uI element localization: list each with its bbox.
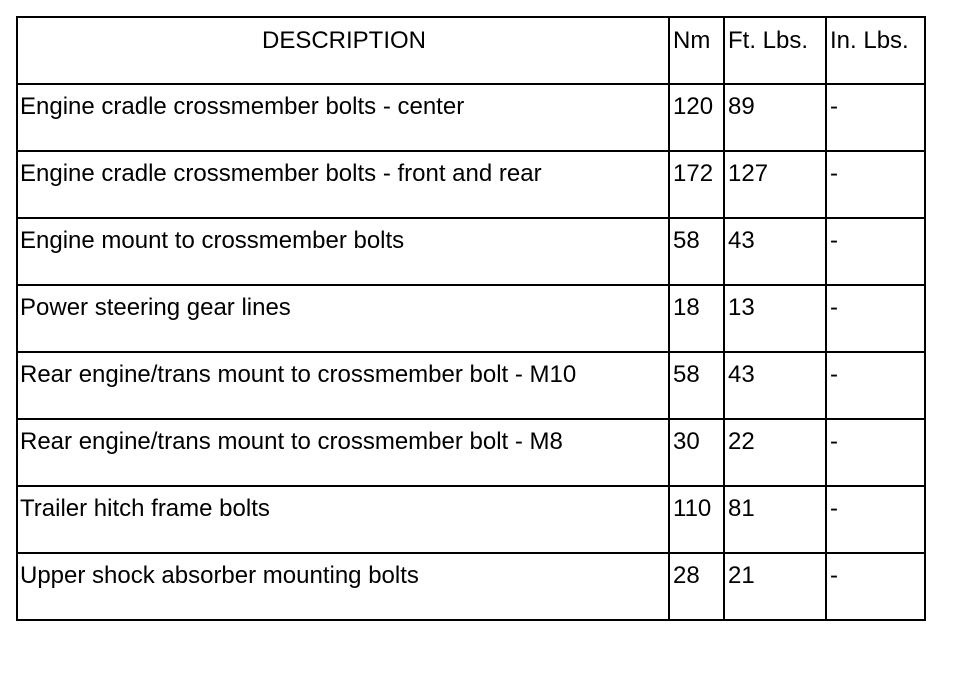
cell-in-lbs: - [826,553,925,620]
header-description: DESCRIPTION [17,17,669,84]
cell-in-lbs: - [826,151,925,218]
cell-nm: 18 [669,285,724,352]
table-row [17,285,925,352]
cell-in-lbs: - [826,486,925,553]
table-row [17,486,925,553]
header-in-lbs: In. Lbs. [826,17,925,84]
cell-in-lbs: - [826,419,925,486]
cell-description: Engine cradle crossmember bolts - front and rear [17,151,669,218]
cell-description: Engine mount to crossmember bolts [17,218,669,285]
cell-ft-lbs: 89 [724,84,826,151]
cell-nm: 58 [669,352,724,419]
cell-ft-lbs: 13 [724,285,826,352]
cell-description: Upper shock absorber mounting bolts [17,553,669,620]
cell-ft-lbs: 127 [724,151,826,218]
cell-ft-lbs: 22 [724,419,826,486]
cell-description: Power steering gear lines [17,285,669,352]
torque-spec-table [16,16,926,621]
cell-in-lbs: - [826,218,925,285]
cell-nm: 120 [669,84,724,151]
table-header-row [17,17,925,84]
table-row [17,218,925,285]
cell-description: Rear engine/trans mount to crossmember bolt - M10 [17,352,669,419]
cell-ft-lbs: 81 [724,486,826,553]
table-row [17,352,925,419]
cell-ft-lbs: 43 [724,352,826,419]
cell-description: Trailer hitch frame bolts [17,486,669,553]
cell-nm: 30 [669,419,724,486]
cell-nm: 172 [669,151,724,218]
cell-nm: 110 [669,486,724,553]
cell-in-lbs: - [826,352,925,419]
cell-in-lbs: - [826,84,925,151]
cell-nm: 28 [669,553,724,620]
cell-ft-lbs: 21 [724,553,826,620]
table-row [17,151,925,218]
cell-nm: 58 [669,218,724,285]
cell-ft-lbs: 43 [724,218,826,285]
cell-description: Engine cradle crossmember bolts - center [17,84,669,151]
header-nm: Nm [669,17,724,84]
cell-in-lbs: - [826,285,925,352]
table-row [17,553,925,620]
table-row [17,419,925,486]
cell-description: Rear engine/trans mount to crossmember bolt - M8 [17,419,669,486]
table-row [17,84,925,151]
header-ft-lbs: Ft. Lbs. [724,17,826,84]
